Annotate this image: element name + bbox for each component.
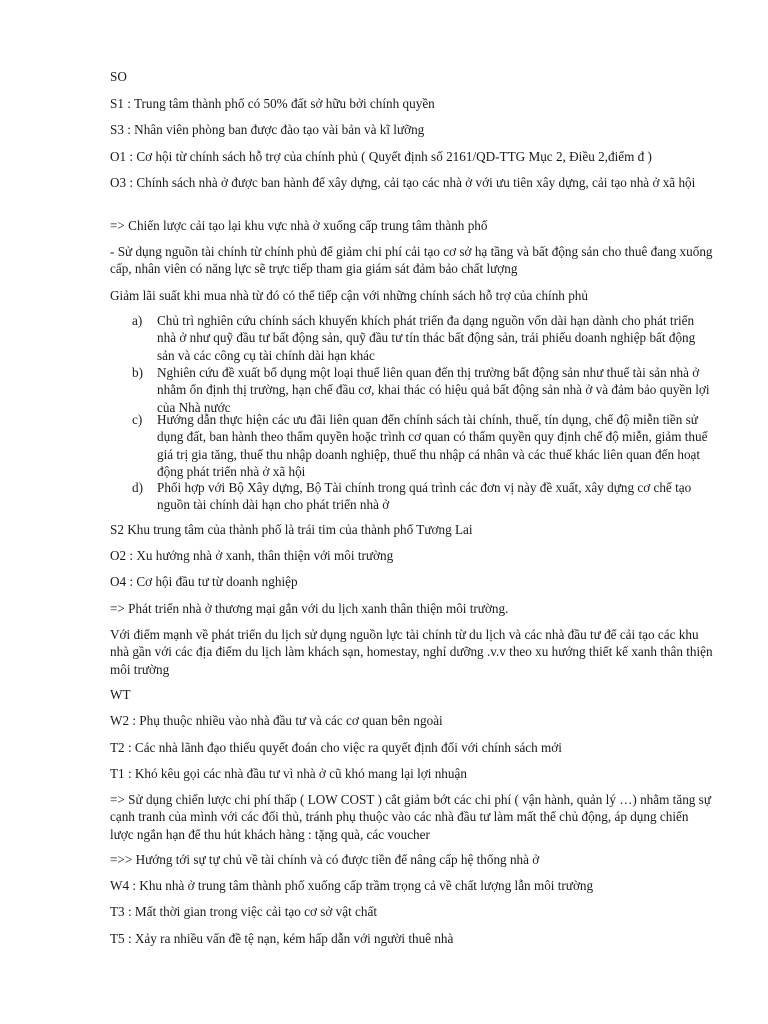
- heading-so: SO: [110, 69, 127, 84]
- list-marker: b): [132, 365, 143, 380]
- list-marker: c): [132, 412, 143, 427]
- list-item: [110, 312, 715, 364]
- opportunity-o4: O4 : Cơ hội đầu tư từ doanh nghiệp: [110, 574, 298, 589]
- heading-wt: WT: [110, 687, 131, 702]
- threat-t3: T3 : Mất thời gian trong việc cải tạo cơ sở vật chất: [110, 904, 378, 919]
- strategy-financial-autonomy: =>> Hướng tới sự tự chủ về tài chính và có được tiền để nâng cấp hệ thống nhà ở: [110, 852, 540, 867]
- list-marker: d): [132, 480, 143, 495]
- list-item-text: Phối hợp với Bộ Xây dựng, Bộ Tài chính trong quá trình các đơn vị này đề xuất, xây dựng cơ chế tạo nguồn tài chính dài hạn cho phát triển nhà ở: [157, 480, 692, 513]
- threat-t1: T1 : Khó kêu gọi các nhà đầu tư vì nhà ở cũ khó mang lại lợi nhuận: [110, 766, 467, 781]
- paragraph-interest-rate: Giảm lãi suất khi mua nhà từ đó có thể tiếp cận với những chính sách hỗ trợ của chính phủ: [110, 288, 588, 303]
- list-item: [110, 364, 715, 416]
- strategy-low-cost: => Sử dụng chiến lược chi phí thấp ( LOW COST ) cắt giảm bớt các chi phí ( vận hành, quản lý …) nhằm tăng sự cạnh tranh của mình với các đối thủ, tránh phụ thuộc vào các nhà đầu tư làm mất thế chủ động, áp dụng chiến lược ngắn hạn để thu hút khách hàng : tặng quà, các voucher: [110, 792, 711, 842]
- weakness-w2: W2 : Phụ thuộc nhiều vào nhà đầu tư và các cơ quan bên ngoài: [110, 713, 443, 728]
- list-item-text: Nghiên cứu đề xuất bổ dụng một loại thuế liên quan đến thị trường bất động sản như thuế tài sản nhà ở nhằm ổn định thị trường, hạn chế đầu cơ, khai thác có hiệu quả bất động sản nhà ở và đảm bảo quyền lợi của Nhà nước: [157, 365, 710, 415]
- strength-s1: S1 : Trung tâm thành phố có 50% đất sở hữu bởi chính quyền: [110, 96, 435, 111]
- list-item: [110, 411, 715, 481]
- list-item-text: Chủ trì nghiên cứu chính sách khuyến khích phát triển đa dạng nguồn vốn dài hạn dành cho phát triển nhà ở như quỹ đầu tư bất động sản, quỹ đầu tư tín thác bất động sản, trái phiếu doanh nghiệp bất động sản và các công cụ tài chính dài hạn khác: [157, 313, 696, 363]
- opportunity-o3: O3 : Chính sách nhà ở được ban hành để xây dựng, cải tạo các nhà ở với ưu tiên xây dựng, cải tạo nhà ở xã hội: [110, 175, 696, 190]
- threat-t5: T5 : Xảy ra nhiều vấn đề tệ nạn, kém hấp dẫn với người thuê nhà: [110, 931, 454, 946]
- list-item: [110, 479, 715, 514]
- strategy-renovation: => Chiến lược cải tạo lại khu vực nhà ở xuống cấp trung tâm thành phố: [110, 218, 488, 233]
- threat-t2: T2 : Các nhà lãnh đạo thiếu quyết đoán cho việc ra quyết định đối với chính sách mới: [110, 740, 562, 755]
- opportunity-o1: O1 : Cơ hội từ chính sách hỗ trợ của chính phủ ( Quyết định số 2161/QD-TTG Mục 2, Điều 2,điểm đ ): [110, 149, 652, 164]
- weakness-w4: W4 : Khu nhà ở trung tâm thành phố xuống cấp trầm trọng cả về chất lượng lẫn môi trường: [110, 878, 594, 893]
- strategy-green-tourism: => Phát triển nhà ở thương mại gắn với du lịch xanh thân thiện môi trường.: [110, 601, 509, 616]
- list-item-text: Hướng dẫn thực hiện các ưu đãi liên quan đến chính sách tài chính, thuế, tín dụng, chế độ miễn tiền sử dụng đất, ban hành theo thẩm quyền hoặc trình cơ quan có thẩm quyền quy định chế độ miễn, giảm thuế giá trị gia tăng, thuế thu nhập doanh nghiệp, thuế thu nhập cá nhân và các thuế khác liên quan đến hoạt động phát triển nhà ở xã hội: [157, 412, 708, 480]
- strength-s3: S3 : Nhân viên phòng ban được đào tạo vài bản và kĩ lưỡng: [110, 122, 425, 137]
- list-marker: a): [132, 313, 143, 328]
- paragraph-government-finance: - Sử dụng nguồn tài chính từ chính phủ để giảm chi phí cải tạo cơ sở hạ tầng và bất động sản cho thuê đang xuống cấp, nhân viên có năng lực sẽ trực tiếp tham gia giám sát đảm bảo chất lượng: [110, 244, 713, 277]
- paragraph-tourism: Với điểm mạnh về phát triển du lịch sử dụng nguồn lực tài chính từ du lịch và các nhà đầu tư để cải tạo các khu nhà gần với các địa điểm du lịch làm khách sạn, homestay, nghỉ dưỡng .v.v theo xu hướng thiết kế xanh thân thiện môi trường: [110, 627, 713, 677]
- opportunity-o2: O2 : Xu hướng nhà ở xanh, thân thiện với môi trường: [110, 548, 394, 563]
- strength-s2: S2 Khu trung tâm của thành phố là trái tim của thành phố Tương Lai: [110, 522, 473, 537]
